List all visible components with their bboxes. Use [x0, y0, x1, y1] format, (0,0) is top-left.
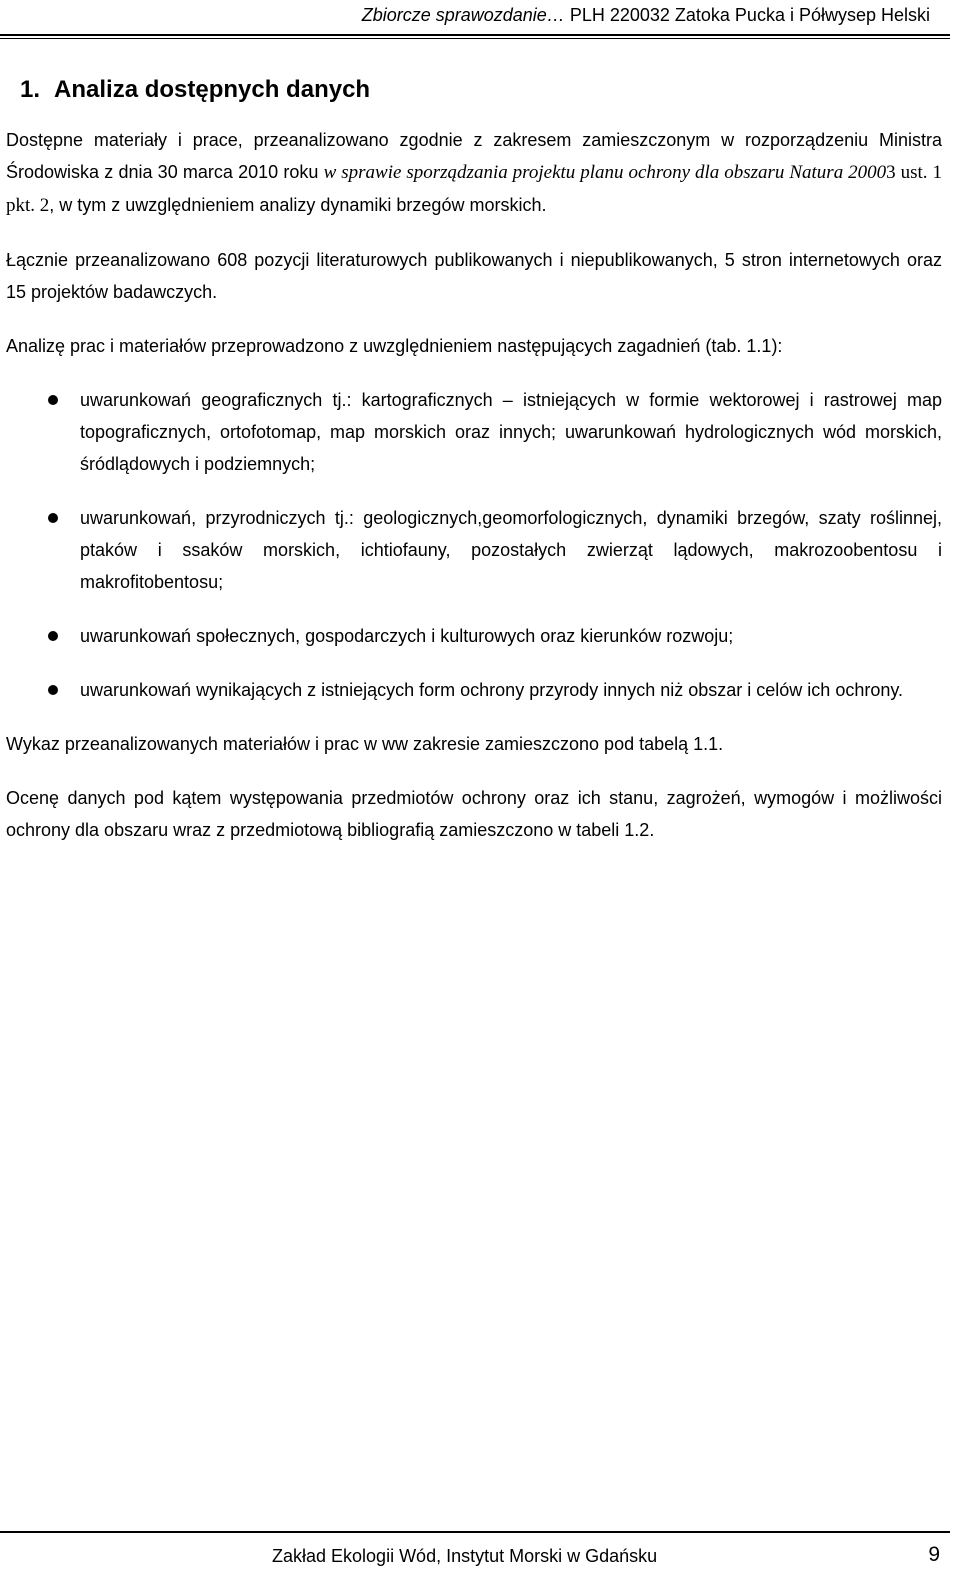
list-item: [6, 384, 942, 480]
paragraph-list-location: Wykaz przeanalizowanych materiałów i prac w ww zakresie zamieszczono pod tabelą 1.1.: [6, 734, 724, 754]
paragraph-scope-regulation-title: w sprawie sporządzania projektu planu ochrony dla obszaru Natura 2000: [323, 162, 887, 183]
paragraph-counts: Łącznie przeanalizowano 608 pozycji literaturowych publikowanych i niepublikowanych, 5 stron internetowych oraz 15 projektów badawczych.: [6, 250, 942, 302]
header-rule: [0, 34, 950, 36]
section-title: Analiza dostępnych danych: [54, 76, 371, 103]
list-item-text: uwarunkowań wynikających z istniejących form ochrony przyrody innych niż obszar i celów ich ochrony.: [80, 680, 904, 700]
footer-rule: [0, 1531, 950, 1533]
list-item-text: uwarunkowań, przyrodniczych tj.: geologicznych,geomorfologicznych, dynamiki brzegów, szaty roślinnej, ptaków i ssaków morskich, ichtiofauny, pozostałych zwierząt lądowych, makrozoobentosu i makrofitobentosu;: [80, 508, 942, 592]
paragraph-scope: [6, 124, 942, 222]
paragraph-scope-text-a: Dostępne materiały i prace, przeanalizowano zgodnie z zakresem zamieszczonym w rozporządzeniu Ministra Środowiska z dnia 30 marca 2010 roku: [6, 130, 942, 182]
section-number: 1.: [20, 76, 41, 103]
list-item-text: uwarunkowań społecznych, gospodarczych i kulturowych oraz kierunków rozwoju;: [80, 626, 734, 646]
header-title-site: PLH 220032 Zatoka Pucka i Półwysep Helski: [569, 5, 930, 25]
header-rule-thin: [0, 38, 950, 39]
bullet-icon: [48, 395, 58, 405]
list-item: [6, 674, 942, 706]
bullet-icon: [48, 513, 58, 523]
list-item-text: uwarunkowań geograficznych tj.: kartograficznych – istniejących w formie wektorowej i rastrowej map topograficznych, ortofotomap, map morskich oraz innych; uwarunkowań hydrologicznych wód morskich, śródlądowych i podziemnych;: [80, 390, 942, 474]
section-heading: [20, 74, 370, 106]
running-header: [362, 4, 930, 26]
footer-institution: Zakład Ekologii Wód, Instytut Morski w Gdańsku: [272, 1546, 658, 1566]
page-number: 9: [928, 1543, 940, 1566]
list-item: [6, 502, 942, 598]
header-title-italic: Zbiorcze sprawozdanie…: [361, 5, 565, 25]
document-body: [6, 124, 942, 868]
bullet-icon: [48, 631, 58, 641]
paragraph-topics-intro: Analizę prac i materiałów przeprowadzono z uwzględnieniem następujących zagadnień (tab. 1.1):: [6, 336, 783, 356]
paragraph-scope-article: 3 ust. 1 pkt. 2: [6, 162, 942, 216]
bullet-icon: [48, 685, 58, 695]
paragraph-scope-text-c: , w tym z uwzględnieniem analizy dynamiki brzegów morskich.: [49, 195, 547, 215]
topics-list: [6, 384, 942, 706]
paragraph-assessment: Ocenę danych pod kątem występowania przedmiotów ochrony oraz ich stanu, zagrożeń, wymogów i możliwości ochrony dla obszaru wraz z przedmiotową bibliografią zamieszczono w tabeli 1.2.: [6, 788, 942, 840]
list-item: [6, 620, 942, 652]
